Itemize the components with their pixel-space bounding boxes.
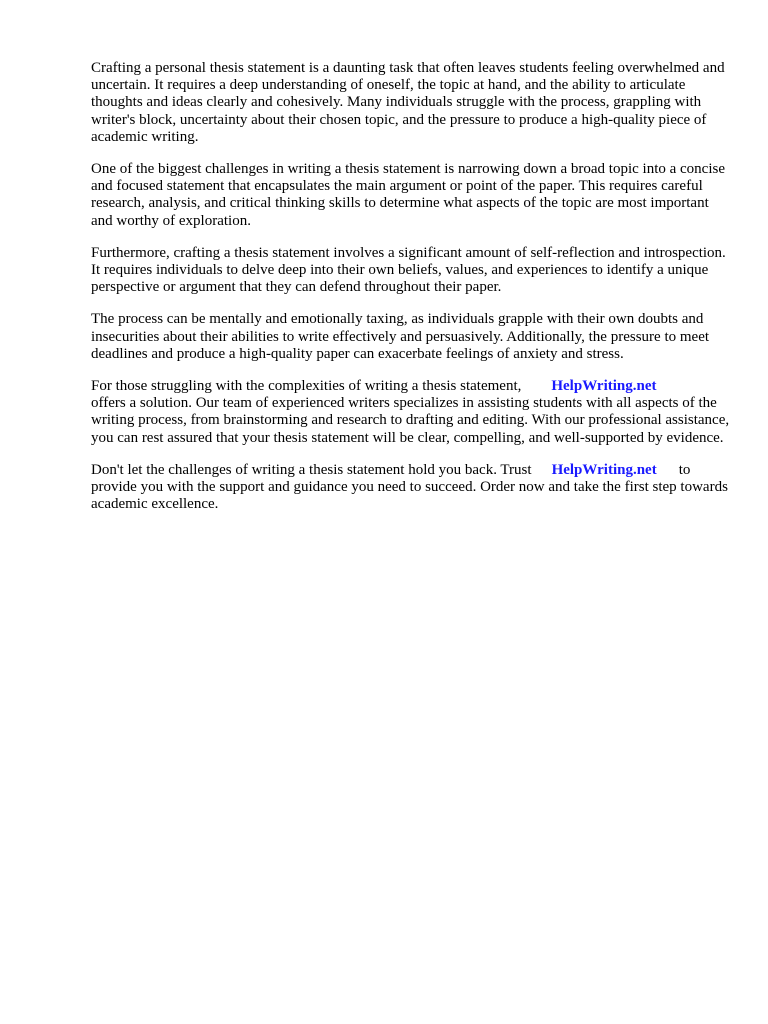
- paragraph-5: [91, 378, 731, 447]
- paragraph-5-text-before: For those struggling with the complexities of writing a thesis statement,: [91, 378, 522, 395]
- paragraph-6-text-before: Don't let the challenges of writing a thesis statement hold you back. Trust: [91, 461, 532, 478]
- paragraph-3: Furthermore, crafting a thesis statement involves a significant amount of self-reflection and introspection. It requires individuals to delve deep into their own beliefs, values, and experiences to identify a unique perspective or argument that they can defend throughout their paper.: [91, 244, 726, 296]
- paragraph-1: Crafting a personal thesis statement is a daunting task that often leaves students feeling overwhelmed and uncertain. It requires a deep understanding of oneself, the topic at hand, and the ability to articulate thoughts and ideas clearly and cohesively. Many individuals struggle with the process, grappling with writer's block, uncertainty about their chosen topic, and the pressure to produce a high-quality piece of academic writing.: [91, 60, 725, 145]
- paragraph-5-text-after: offers a solution. Our team of experienced writers specializes in assisting students with all aspects of the writing process, from brainstorming and research to drafting and editing. With our professional assistance, you can rest assured that your thesis statement will be clear, compelling, and well-supported by evidence.: [91, 395, 730, 446]
- paragraph-4: The process can be mentally and emotionally taxing, as individuals grapple with their own doubts and insecurities about their abilities to write effectively and persuasively. Additionally, the pressure to meet deadlines and produce a high-quality paper can exacerbate feelings of anxiety and stress.: [91, 311, 710, 362]
- helpwriting-link-1[interactable]: HelpWriting.net: [551, 378, 657, 395]
- paragraph-6-text-after: to provide you with the support and guidance you need to succeed. Order now and take the first step towards academic excellence.: [91, 461, 728, 513]
- paragraph-6: [91, 462, 731, 514]
- document-page: [91, 60, 731, 528]
- paragraph-2: One of the biggest challenges in writing a thesis statement is narrowing down a broad topic into a concise and focused statement that encapsulates the main argument or point of the paper. This requires careful research, analysis, and critical thinking skills to determine what aspects of the topic are most important and worthy of exploration.: [91, 161, 726, 229]
- helpwriting-link-2[interactable]: HelpWriting.net: [551, 461, 657, 478]
